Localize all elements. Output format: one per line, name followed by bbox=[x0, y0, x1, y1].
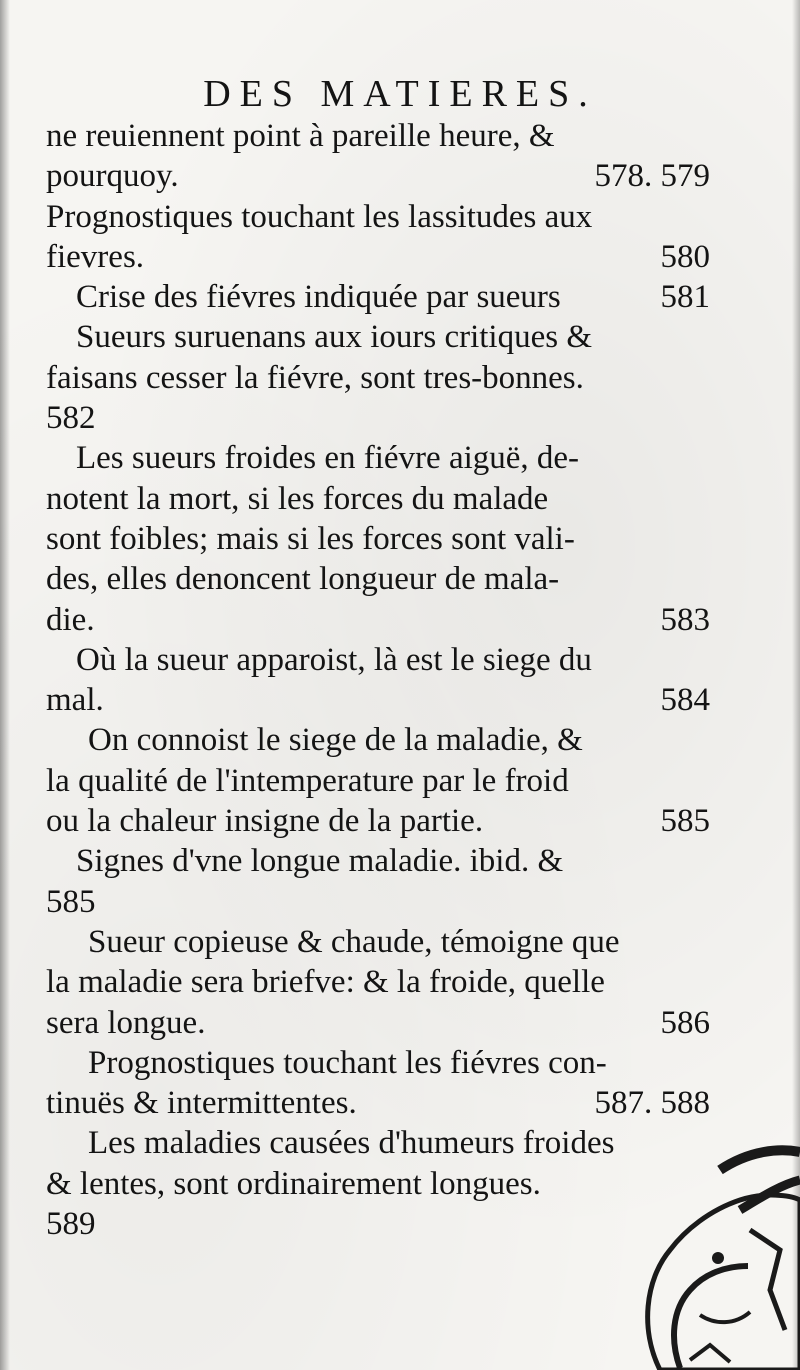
index-entry-text: & lentes, sont ordinairement longues. bbox=[46, 1165, 541, 1202]
index-line bbox=[46, 680, 710, 720]
page-number: 584 bbox=[660, 682, 710, 719]
page-number: 583 bbox=[660, 601, 710, 638]
index-text-block bbox=[46, 116, 710, 1244]
index-entry-text: notent la mort, si les forces du malade bbox=[46, 480, 549, 517]
index-entry-text: 582 bbox=[46, 400, 96, 437]
index-entry-text: Crise des fiévres indiquée par sueurs bbox=[76, 279, 561, 316]
index-line bbox=[46, 237, 710, 277]
index-entry-text: 585 bbox=[46, 883, 96, 920]
page-number: 578. 579 bbox=[594, 158, 710, 195]
index-line bbox=[46, 1003, 710, 1043]
index-entry-text: Signes d'vne longue maladie. ibid. & bbox=[76, 843, 564, 880]
page-number: 581 bbox=[660, 279, 710, 316]
index-line bbox=[46, 761, 710, 801]
library-stamp-icon bbox=[600, 1140, 800, 1370]
index-line bbox=[46, 801, 710, 841]
index-entry-text: Les sueurs froides en fiévre aiguë, de- bbox=[76, 440, 580, 477]
index-entry-text: Sueurs suruenans aux iours critiques & bbox=[76, 319, 592, 356]
index-line bbox=[46, 882, 710, 922]
index-line bbox=[46, 116, 710, 156]
index-line bbox=[46, 922, 710, 962]
index-line bbox=[46, 559, 710, 599]
index-entry-text: Prognostiques touchant les fiévres con- bbox=[88, 1044, 607, 1081]
index-line bbox=[46, 197, 710, 237]
running-header: DES MATIERES. bbox=[203, 73, 597, 115]
index-entry-text: ne reuiennent point à pareille heure, & bbox=[46, 118, 555, 154]
index-line bbox=[46, 841, 710, 881]
index-entry-text: On connoist le siege de la maladie, & bbox=[88, 722, 583, 759]
index-line bbox=[46, 317, 710, 357]
index-entry-text: faisans cesser la fiévre, sont tres-bonnes. bbox=[46, 359, 584, 396]
index-entry-text: mal. bbox=[46, 682, 104, 719]
index-line bbox=[46, 720, 710, 760]
index-line bbox=[46, 1043, 710, 1083]
index-line bbox=[46, 962, 710, 1002]
index-entry-text: Sueur copieuse & chaude, témoigne que bbox=[88, 923, 620, 960]
page-number: 580 bbox=[660, 238, 710, 275]
index-entry-text: fievres. bbox=[46, 238, 145, 275]
index-line bbox=[46, 640, 710, 680]
index-line bbox=[46, 600, 710, 640]
index-line bbox=[46, 156, 710, 196]
page-number: 586 bbox=[660, 1004, 710, 1041]
index-line bbox=[46, 519, 710, 559]
index-line bbox=[46, 277, 710, 317]
index-entry-text: Prognostiques touchant les lassitudes aux bbox=[46, 198, 593, 235]
page-edge-shadow-left bbox=[0, 0, 10, 1370]
index-entry-text: tinuës & intermittentes. bbox=[46, 1085, 357, 1122]
index-entry-text: ou la chaleur insigne de la partie. bbox=[46, 803, 484, 840]
index-entry-text: pourquoy. bbox=[46, 158, 179, 195]
index-line bbox=[46, 398, 710, 438]
page-number: 585 bbox=[660, 803, 710, 840]
index-entry-text: Les maladies causées d'humeurs froides bbox=[88, 1125, 615, 1162]
index-entry-text: sont foibles; mais si les forces sont vali- bbox=[46, 520, 575, 557]
index-entry-text: sera longue. bbox=[46, 1004, 206, 1041]
index-entry-text: Où la sueur apparoist, là est le siege du bbox=[76, 641, 592, 678]
index-entry-text: des, elles denoncent longueur de mala- bbox=[46, 561, 560, 598]
index-line bbox=[46, 479, 710, 519]
index-entry-text: la qualité de l'intemperature par le froid bbox=[46, 762, 569, 799]
index-line bbox=[46, 1083, 710, 1123]
index-entry-text: 589 bbox=[46, 1206, 96, 1243]
index-entry-text: die. bbox=[46, 601, 95, 638]
index-line bbox=[46, 438, 710, 478]
index-entry-text: la maladie sera briefve: & la froide, quelle bbox=[46, 964, 605, 1001]
index-line bbox=[46, 358, 710, 398]
page-number: 587. 588 bbox=[594, 1085, 710, 1122]
